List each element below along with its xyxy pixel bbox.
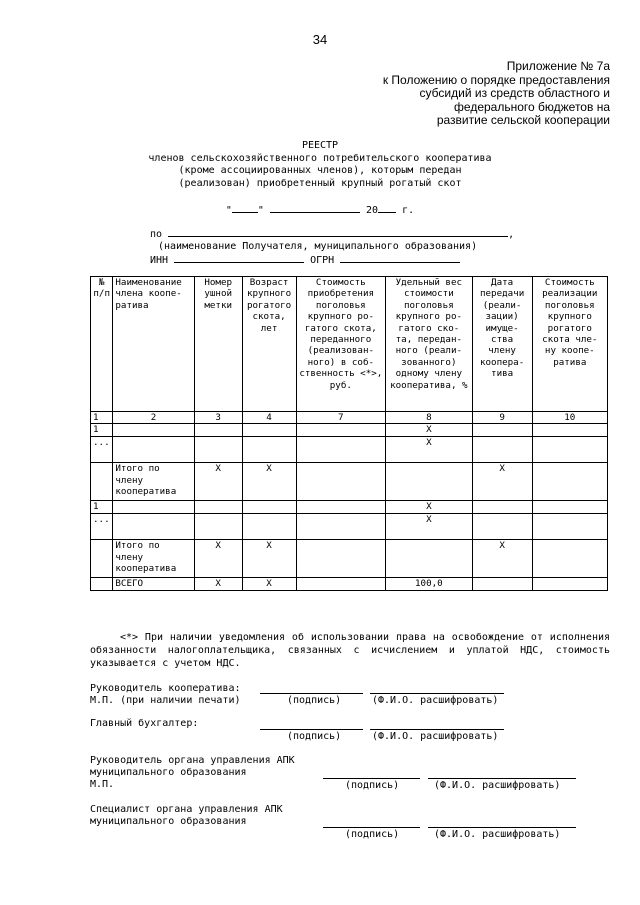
table-cell [532, 540, 607, 578]
agency-head-label: муниципального образования [90, 767, 247, 778]
table-cell: X [194, 463, 242, 501]
name-caption: (Ф.И.О. расшифровать) [372, 731, 499, 742]
table-cell: X [386, 437, 473, 463]
table-cell [113, 424, 194, 437]
table-cell [296, 540, 386, 578]
appendix-line: развитие сельской кооперации [436, 113, 610, 127]
table-cell [194, 514, 242, 540]
col-header: Возраст крупного рогатого скота, лет [242, 277, 296, 412]
table-cell: ... [91, 514, 113, 540]
table-cell [296, 463, 386, 501]
table-cell [532, 437, 607, 463]
table-cell [194, 424, 242, 437]
signature-line [323, 827, 420, 828]
recipient-block [150, 227, 550, 267]
recipient-blank [168, 227, 508, 237]
appendix-header [350, 60, 610, 128]
name-line [370, 729, 504, 730]
table-cell [386, 463, 473, 501]
year-suffix: г. [402, 205, 415, 216]
table-cell [532, 514, 607, 540]
table-cell: X [242, 540, 296, 578]
col-number: 8 [386, 412, 473, 424]
table-cell [296, 578, 386, 591]
col-number: 2 [113, 412, 194, 424]
signature-caption: (подпись) [287, 731, 342, 742]
name-caption: (Ф.И.О. расшифровать) [434, 829, 561, 840]
signature-line [260, 729, 363, 730]
recipient-caption: (наименование Получателя, муниципального образования) [158, 241, 478, 252]
inn-blank [174, 253, 304, 263]
table-cell [532, 578, 607, 591]
quote-mark: " [225, 205, 232, 216]
table-cell [242, 514, 296, 540]
year-prefix: 20 [366, 205, 379, 216]
comma: , [508, 229, 515, 240]
table-cell [91, 540, 113, 578]
table-cell [296, 437, 386, 463]
table-cell [113, 514, 194, 540]
po-label: по [150, 229, 163, 240]
footnote [90, 631, 610, 670]
title-line: РЕЕСТР [301, 140, 339, 151]
table-cell [194, 501, 242, 514]
stamp-label: М.П. [90, 779, 115, 790]
col-number: 3 [194, 412, 242, 424]
document-title [60, 140, 580, 190]
signature-caption: (подпись) [345, 829, 400, 840]
table-cell: X [386, 514, 473, 540]
table-cell: Итого по члену кооператива [113, 463, 194, 501]
signature-line [323, 778, 420, 779]
table-cell: X [194, 578, 242, 591]
col-number: 7 [296, 412, 386, 424]
coop-head-label: Руководитель кооператива: [90, 683, 241, 694]
registry-table [90, 276, 608, 591]
table-cell [472, 437, 532, 463]
table-cell [472, 501, 532, 514]
signature-line [260, 693, 363, 694]
inn-label: ИНН [150, 255, 169, 266]
name-line [428, 827, 576, 828]
specialist-label: муниципального образования [90, 816, 247, 827]
table-row [91, 514, 608, 540]
agency-head-label: Руководитель органа управления АПК [90, 755, 295, 766]
signature-caption: (подпись) [345, 780, 400, 791]
specialist-label: Специалист органа управления АПК [90, 804, 283, 815]
coop-head-signature [90, 683, 241, 707]
appendix-line: субсидий из средств областного и [419, 86, 610, 100]
title-line: (реализован) приобретенный крупный рогатый скот [178, 177, 462, 189]
col-number: 9 [472, 412, 532, 424]
table-cell: ВСЕГО [113, 578, 194, 591]
day-blank [232, 202, 258, 213]
table-cell [532, 501, 607, 514]
col-header: Номер ушной метки [194, 277, 242, 412]
table-cell: X [472, 540, 532, 578]
name-line [428, 778, 576, 779]
table-cell: X [472, 463, 532, 501]
table-row [91, 437, 608, 463]
page-number: 34 [312, 32, 328, 47]
table-cell [386, 540, 473, 578]
table-cell [113, 501, 194, 514]
specialist-signature [90, 804, 283, 828]
table-cell [296, 501, 386, 514]
col-header: Удельный вес стоимости поголовья крупного ро- гатого ско- та, передан- ного (реали- зованного) одному члену кооператива, % [386, 277, 473, 412]
table-row [91, 424, 608, 437]
table-cell: ... [91, 437, 113, 463]
col-header: Наименование члена коопе- ратива [113, 277, 194, 412]
table-cell [472, 514, 532, 540]
column-number-row [91, 412, 608, 424]
table-cell [532, 463, 607, 501]
table-cell [296, 424, 386, 437]
table-cell: 100,0 [386, 578, 473, 591]
col-header: № п/п [91, 277, 113, 412]
table-cell [194, 437, 242, 463]
table-cell [242, 501, 296, 514]
stamp-label: М.П. (при наличии печати) [90, 695, 241, 706]
agency-head-signature [90, 755, 295, 791]
month-blank [270, 202, 360, 213]
table-cell: Итого по члену кооператива [113, 540, 194, 578]
col-number: 10 [532, 412, 607, 424]
table-cell: X [386, 501, 473, 514]
appendix-line: федерального бюджетов на [454, 99, 610, 114]
table-cell [113, 437, 194, 463]
chief-accountant-signature [90, 718, 198, 730]
table-cell [242, 424, 296, 437]
col-header: Дата передачи (реали- зации) имуще- ства члену коопера- тива [472, 277, 532, 412]
date-line [0, 202, 640, 216]
table-cell [296, 514, 386, 540]
col-number: 4 [242, 412, 296, 424]
year-blank [378, 202, 396, 213]
table-cell [472, 578, 532, 591]
table-cell [242, 437, 296, 463]
appendix-line: к Положению о порядке предоставления [382, 72, 610, 87]
ogrn-blank [340, 253, 460, 263]
table-cell [91, 578, 113, 591]
table-cell [91, 463, 113, 501]
table-row [91, 501, 608, 514]
col-header: Стоимость реализации поголовья крупного рогатого скота чле- ну коопе- ратива [532, 277, 607, 412]
table-cell [532, 424, 607, 437]
table-row [91, 578, 608, 591]
table-row [91, 463, 608, 501]
title-line: членов сельскохозяйственного потребительского кооператива [148, 152, 492, 164]
table-cell: 1 [91, 501, 113, 514]
table-row [91, 540, 608, 578]
name-caption: (Ф.И.О. расшифровать) [434, 780, 561, 791]
title-line: (кроме ассоциированных членов), которым передан [178, 165, 462, 176]
table-cell: 1 [91, 424, 113, 437]
table-cell: X [386, 424, 473, 437]
col-number: 1 [91, 412, 113, 424]
header-row [91, 277, 608, 412]
footnote-text: <*> При наличии уведомления об использовании права на освобождение от исполнения обязанности налогоплательщика, связанных с исчислением и уплатой НДС, стоимость указывается с учетом НДС. [90, 632, 610, 669]
ogrn-label: ОГРН [310, 255, 335, 266]
name-caption: (Ф.И.О. расшифровать) [372, 695, 499, 706]
name-line [370, 693, 504, 694]
table-cell [472, 424, 532, 437]
table-cell: X [194, 540, 242, 578]
chief-accountant-label: Главный бухгалтер: [90, 718, 199, 729]
table-cell: X [242, 578, 296, 591]
signature-caption: (подпись) [287, 695, 342, 706]
appendix-line: Приложение № 7а [506, 59, 610, 73]
table-cell: X [242, 463, 296, 501]
quote-mark: " [257, 205, 264, 216]
col-header: Стоимость приобретения поголовья крупного ро- гатого скота, переданного (реализован- ного) в соб- ственность <*>, руб. [296, 277, 386, 412]
